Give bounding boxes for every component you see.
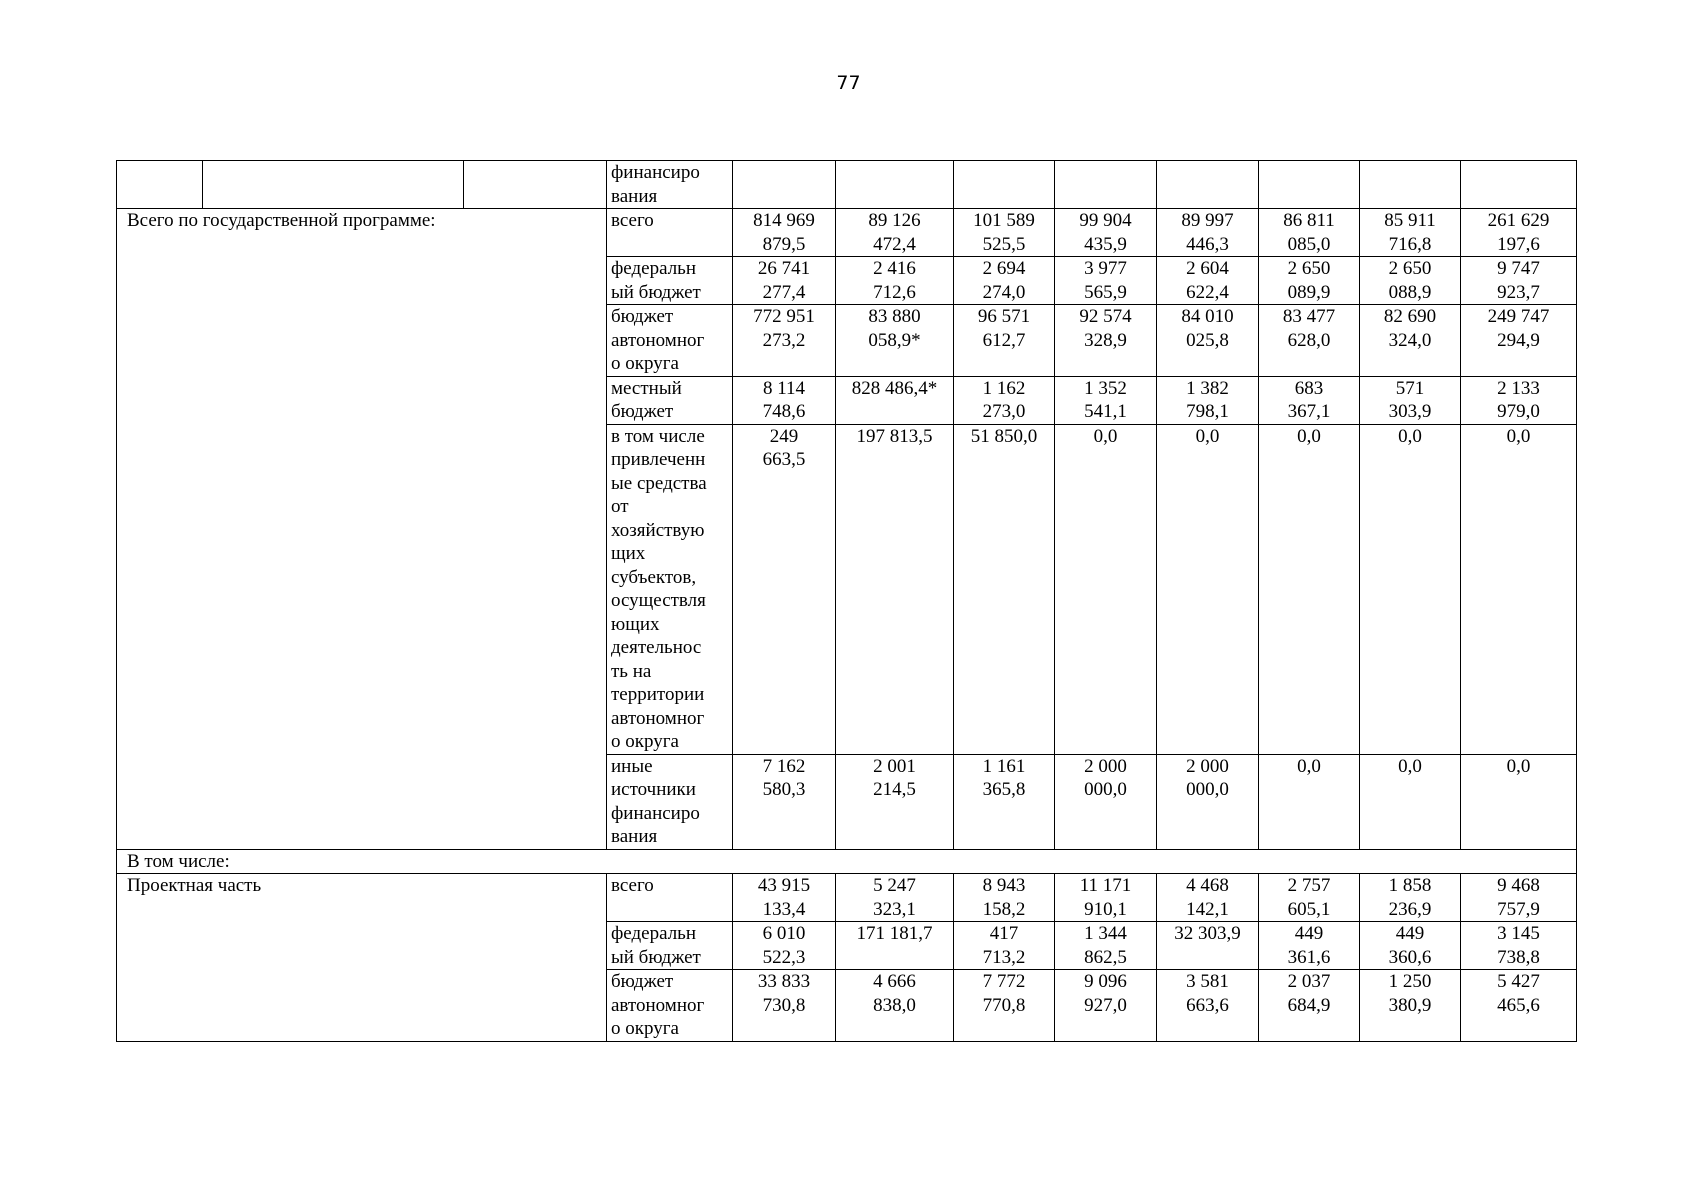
- cell-line: 11 171: [1079, 875, 1132, 896]
- funding-source-cell: [607, 257, 733, 305]
- value-cell: [1259, 874, 1360, 922]
- cell-line: источники: [611, 779, 696, 800]
- value-cell: [1259, 970, 1360, 1042]
- cell-line: 84 010: [1181, 306, 1234, 327]
- cell-line: автономног: [611, 994, 705, 1016]
- cell-line: 522,3: [762, 946, 806, 968]
- value-cell: [733, 874, 836, 922]
- value-cell: [1461, 257, 1577, 305]
- cell-line: бюджет: [611, 306, 674, 327]
- funding-source-cell: [607, 209, 733, 257]
- section-label: Проектная часть: [117, 874, 607, 1042]
- table-cell: [203, 161, 464, 209]
- cell-line: 294,9: [1497, 329, 1540, 351]
- table-cell: [1360, 161, 1461, 209]
- cell-line: 101 589: [973, 210, 1035, 231]
- value-cell: [836, 922, 954, 970]
- value-cell: [1461, 874, 1577, 922]
- cell-line: 814 969: [753, 210, 815, 231]
- value-cell: [1157, 257, 1259, 305]
- cell-line: всего: [611, 875, 654, 896]
- cell-line: 365,8: [982, 779, 1026, 800]
- funding-source-cell: [607, 922, 733, 970]
- value-cell: [1259, 257, 1360, 305]
- cell-line: 622,4: [1186, 281, 1229, 303]
- cell-line: 2 037: [1287, 971, 1331, 992]
- table-row: [117, 849, 1577, 874]
- cell-line: 1 161: [982, 755, 1026, 777]
- cell-line: 197,6: [1497, 233, 1540, 255]
- cell-line: 51 850,0: [970, 425, 1038, 447]
- cell-line: 684,9: [1287, 994, 1331, 1016]
- cell-line: 360,6: [1388, 946, 1432, 968]
- cell-line: федеральн: [611, 923, 697, 944]
- value-cell: [1360, 376, 1461, 424]
- value-cell: [1259, 376, 1360, 424]
- cell-line: 0,0: [1297, 755, 1321, 777]
- cell-line: 798,1: [1186, 401, 1229, 422]
- cell-line: 757,9: [1497, 898, 1540, 920]
- cell-line: 0,0: [1506, 755, 1531, 777]
- cell-line: 772 951: [753, 306, 815, 327]
- cell-line: бюджет: [611, 971, 674, 992]
- table-row: [117, 874, 1577, 922]
- cell-line: 525,5: [982, 233, 1026, 255]
- value-cell: [954, 970, 1055, 1042]
- cell-line: 2 000: [1084, 755, 1127, 777]
- cell-line: о округа: [611, 1018, 679, 1039]
- value-cell: [954, 922, 1055, 970]
- cell-line: ть на: [611, 660, 652, 682]
- cell-line: 000,0: [1084, 779, 1127, 800]
- value-cell: [1055, 257, 1157, 305]
- cell-line: 1 162: [982, 377, 1026, 399]
- value-cell: [1461, 922, 1577, 970]
- value-cell: [1259, 424, 1360, 754]
- value-cell: [954, 874, 1055, 922]
- cell-line: 465,6: [1497, 994, 1540, 1016]
- value-cell: [954, 257, 1055, 305]
- cell-line: 214,5: [873, 779, 916, 800]
- cell-line: 565,9: [1084, 281, 1127, 303]
- value-cell: [836, 424, 954, 754]
- cell-line: 748,6: [762, 401, 806, 422]
- cell-line: 0,0: [1398, 425, 1422, 447]
- cell-line: 361,6: [1287, 946, 1331, 968]
- cell-line: местный: [611, 377, 682, 399]
- cell-line: 716,8: [1388, 233, 1432, 255]
- cell-line: 828 486,4*: [851, 377, 938, 399]
- cell-line: 089,9: [1287, 281, 1331, 303]
- cell-line: о округа: [611, 353, 679, 374]
- cell-line: 0,0: [1297, 425, 1321, 447]
- cell-line: 000,0: [1186, 779, 1229, 800]
- cell-line: 1 344: [1084, 923, 1127, 944]
- value-cell: [1157, 922, 1259, 970]
- table-row: [117, 209, 1577, 257]
- value-cell: [733, 305, 836, 377]
- cell-line: 449: [1395, 923, 1425, 944]
- cell-line: 158,2: [982, 898, 1026, 920]
- cell-line: 197 813,5: [856, 425, 933, 447]
- value-cell: [954, 209, 1055, 257]
- cell-line: в том числе: [611, 425, 705, 447]
- cell-line: 236,9: [1388, 898, 1432, 920]
- value-cell: [733, 424, 836, 754]
- cell-line: 927,0: [1084, 994, 1127, 1016]
- funding-source-cell: [607, 754, 733, 849]
- value-cell: [1055, 754, 1157, 849]
- cell-line: всего: [611, 210, 654, 231]
- value-cell: [1360, 922, 1461, 970]
- value-cell: [1055, 922, 1157, 970]
- subheading: В том числе:: [117, 849, 1577, 874]
- value-cell: [1461, 754, 1577, 849]
- cell-line: 088,9: [1388, 281, 1432, 303]
- value-cell: [733, 209, 836, 257]
- cell-line: 612,7: [982, 329, 1026, 351]
- cell-line: финансиро: [611, 162, 700, 183]
- value-cell: [1157, 376, 1259, 424]
- cell-line: 2 694: [982, 258, 1026, 279]
- cell-line: от: [611, 496, 629, 517]
- cell-line: 580,3: [762, 779, 806, 800]
- value-cell: [954, 305, 1055, 377]
- value-cell: [1157, 970, 1259, 1042]
- cell-line: осуществля: [611, 590, 706, 611]
- cell-line: 730,8: [762, 994, 806, 1016]
- cell-line: ый бюджет: [611, 281, 701, 303]
- value-cell: [1360, 970, 1461, 1042]
- funding-source-cell: [607, 874, 733, 922]
- cell-line: 273,2: [762, 329, 806, 351]
- cell-line: 4 468: [1186, 875, 1229, 896]
- cell-line: 133,4: [762, 898, 806, 920]
- value-cell: [1157, 874, 1259, 922]
- value-cell: [1055, 209, 1157, 257]
- cell-line: 2 650: [1388, 258, 1432, 279]
- table-cell: [836, 161, 954, 209]
- cell-line: 1 858: [1388, 875, 1432, 896]
- cell-line: 7 772: [982, 971, 1026, 992]
- cell-line: 663,5: [762, 449, 806, 470]
- cell-line: 910,1: [1084, 898, 1127, 920]
- cell-line: 0,0: [1398, 755, 1422, 777]
- value-cell: [1157, 305, 1259, 377]
- cell-line: 324,0: [1388, 329, 1432, 351]
- value-cell: [733, 754, 836, 849]
- cell-line: 89 997: [1181, 210, 1234, 231]
- value-cell: [1055, 305, 1157, 377]
- cell-line: 472,4: [873, 233, 916, 255]
- cell-line: 0,0: [1195, 425, 1220, 447]
- cell-line: автономног: [611, 707, 705, 729]
- funding-source-cell: [607, 305, 733, 377]
- cell-line: 277,4: [762, 281, 806, 303]
- cell-line: 83 880: [868, 306, 921, 327]
- cell-line: 025,8: [1186, 329, 1229, 351]
- cell-line: 9 747: [1497, 258, 1540, 279]
- cell-line: 770,8: [982, 994, 1026, 1016]
- cell-line: 82 690: [1383, 306, 1437, 327]
- cell-line: 96 571: [977, 306, 1031, 327]
- table-cell: [464, 161, 607, 209]
- cell-line: 628,0: [1287, 329, 1331, 351]
- cell-line: 5 247: [873, 875, 916, 896]
- table-row: [117, 161, 1577, 209]
- value-cell: [1360, 209, 1461, 257]
- value-cell: [1360, 424, 1461, 754]
- cell-line: 7 162: [762, 755, 806, 777]
- cell-line: 713,2: [982, 946, 1026, 968]
- cell-line: иные: [611, 755, 653, 777]
- cell-line: 862,5: [1084, 946, 1127, 968]
- cell-line: территории: [611, 684, 705, 705]
- cell-line: 1 352: [1084, 377, 1127, 399]
- value-cell: [1259, 922, 1360, 970]
- cell-line: 273,0: [982, 401, 1026, 422]
- cell-line: 99 904: [1079, 210, 1132, 231]
- value-cell: [733, 922, 836, 970]
- value-cell: [1461, 970, 1577, 1042]
- cell-line: 249 747: [1487, 306, 1550, 327]
- cell-line: 367,1: [1287, 401, 1331, 422]
- cell-line: 0,0: [1093, 425, 1118, 447]
- value-cell: [1259, 305, 1360, 377]
- cell-line: 1 382: [1186, 377, 1229, 399]
- page-number: 77: [836, 72, 861, 94]
- value-cell: [836, 754, 954, 849]
- cell-line: 446,3: [1186, 233, 1229, 255]
- cell-line: 979,0: [1497, 401, 1540, 422]
- cell-line: 43 915: [757, 875, 811, 896]
- funding-table: [116, 160, 1577, 1042]
- cell-line: федеральн: [611, 258, 697, 279]
- cell-line: 3 581: [1186, 971, 1229, 992]
- cell-line: ые средства: [611, 472, 707, 494]
- value-cell: [1461, 376, 1577, 424]
- cell-line: 303,9: [1388, 401, 1432, 422]
- cell-line: ый бюджет: [611, 946, 701, 968]
- value-cell: [1055, 376, 1157, 424]
- cell-line: 541,1: [1084, 401, 1127, 422]
- value-cell: [954, 376, 1055, 424]
- cell-line: 738,8: [1497, 946, 1540, 968]
- cell-line: 89 126: [868, 210, 921, 231]
- value-cell: [1055, 970, 1157, 1042]
- cell-line: 2 000: [1186, 755, 1229, 777]
- cell-line: 085,0: [1287, 233, 1331, 255]
- funding-table-body: [117, 161, 1577, 1042]
- cell-line: 5 427: [1497, 971, 1540, 992]
- cell-line: 2 416: [873, 258, 916, 279]
- value-cell: [1055, 874, 1157, 922]
- cell-line: 879,5: [762, 233, 806, 255]
- value-cell: [836, 376, 954, 424]
- table-cell: [954, 161, 1055, 209]
- value-cell: [1461, 424, 1577, 754]
- cell-line: деятельнос: [611, 637, 702, 658]
- cell-line: 249: [769, 425, 799, 447]
- cell-line: 2 757: [1287, 875, 1331, 896]
- cell-line: 058,9*: [868, 329, 921, 351]
- value-cell: [836, 257, 954, 305]
- value-cell: [1360, 305, 1461, 377]
- cell-line: автономног: [611, 329, 705, 351]
- cell-line: субъектов,: [611, 566, 697, 588]
- funding-source-cell: [607, 161, 733, 209]
- cell-line: 142,1: [1186, 898, 1229, 920]
- value-cell: [733, 970, 836, 1042]
- cell-line: 571: [1395, 377, 1425, 399]
- value-cell: [1055, 424, 1157, 754]
- cell-line: вания: [611, 826, 658, 847]
- value-cell: [733, 257, 836, 305]
- cell-line: 3 145: [1497, 923, 1540, 944]
- cell-line: 712,6: [873, 281, 916, 303]
- cell-line: 8 114: [762, 377, 806, 399]
- cell-line: 9 096: [1084, 971, 1127, 992]
- cell-line: 2 133: [1497, 377, 1540, 399]
- cell-line: 6 010: [762, 923, 806, 944]
- value-cell: [1157, 424, 1259, 754]
- cell-line: 417: [989, 923, 1019, 944]
- cell-line: бюджет: [611, 401, 674, 422]
- cell-line: 2 650: [1287, 258, 1331, 279]
- cell-line: 274,0: [982, 281, 1026, 303]
- cell-line: 838,0: [873, 994, 916, 1016]
- cell-line: щих: [611, 543, 646, 564]
- value-cell: [1360, 874, 1461, 922]
- table-cell: [733, 161, 836, 209]
- value-cell: [1157, 209, 1259, 257]
- cell-line: 323,1: [873, 898, 916, 920]
- cell-line: 380,9: [1388, 994, 1432, 1016]
- cell-line: 33 833: [757, 971, 811, 992]
- cell-line: 1 250: [1388, 971, 1432, 992]
- value-cell: [954, 754, 1055, 849]
- cell-line: 328,9: [1084, 329, 1127, 351]
- value-cell: [836, 874, 954, 922]
- value-cell: [1360, 754, 1461, 849]
- cell-line: привлеченн: [611, 449, 706, 470]
- value-cell: [836, 970, 954, 1042]
- value-cell: [1360, 257, 1461, 305]
- cell-line: 171 181,7: [856, 923, 933, 944]
- table-cell: [1259, 161, 1360, 209]
- cell-line: 4 666: [873, 971, 916, 992]
- cell-line: 435,9: [1084, 233, 1127, 255]
- cell-line: финансиро: [611, 802, 700, 824]
- cell-line: 923,7: [1497, 281, 1540, 303]
- value-cell: [954, 424, 1055, 754]
- funding-source-cell: [607, 424, 733, 754]
- table-cell: [1055, 161, 1157, 209]
- cell-line: 9 468: [1497, 875, 1540, 896]
- cell-line: 3 977: [1084, 258, 1127, 279]
- table-cell: [117, 161, 203, 209]
- cell-line: 26 741: [757, 258, 811, 279]
- value-cell: [1259, 209, 1360, 257]
- value-cell: [1461, 305, 1577, 377]
- cell-line: хозяйствую: [611, 519, 705, 541]
- cell-line: 92 574: [1079, 306, 1132, 327]
- value-cell: [836, 209, 954, 257]
- value-cell: [733, 376, 836, 424]
- value-cell: [836, 305, 954, 377]
- cell-line: 2 604: [1186, 258, 1229, 279]
- cell-line: 663,6: [1186, 994, 1229, 1016]
- cell-line: 2 001: [873, 755, 916, 777]
- cell-line: 605,1: [1287, 898, 1331, 920]
- cell-line: о округа: [611, 731, 679, 752]
- cell-line: 32 303,9: [1174, 923, 1241, 944]
- cell-line: 0,0: [1506, 425, 1531, 447]
- cell-line: 85 911: [1384, 210, 1436, 231]
- cell-line: ющих: [611, 613, 660, 635]
- cell-line: 83 477: [1282, 306, 1336, 327]
- cell-line: 261 629: [1487, 210, 1550, 231]
- cell-line: 449: [1294, 923, 1324, 944]
- funding-source-cell: [607, 376, 733, 424]
- cell-line: вания: [611, 185, 658, 207]
- value-cell: [1157, 754, 1259, 849]
- cell-line: 683: [1294, 377, 1324, 399]
- value-cell: [1461, 209, 1577, 257]
- table-cell: [1157, 161, 1259, 209]
- funding-source-cell: [607, 970, 733, 1042]
- section-label: Всего по государственной программе:: [117, 209, 607, 850]
- cell-line: 86 811: [1283, 210, 1335, 231]
- cell-line: 8 943: [982, 875, 1026, 896]
- value-cell: [1259, 754, 1360, 849]
- table-cell: [1461, 161, 1577, 209]
